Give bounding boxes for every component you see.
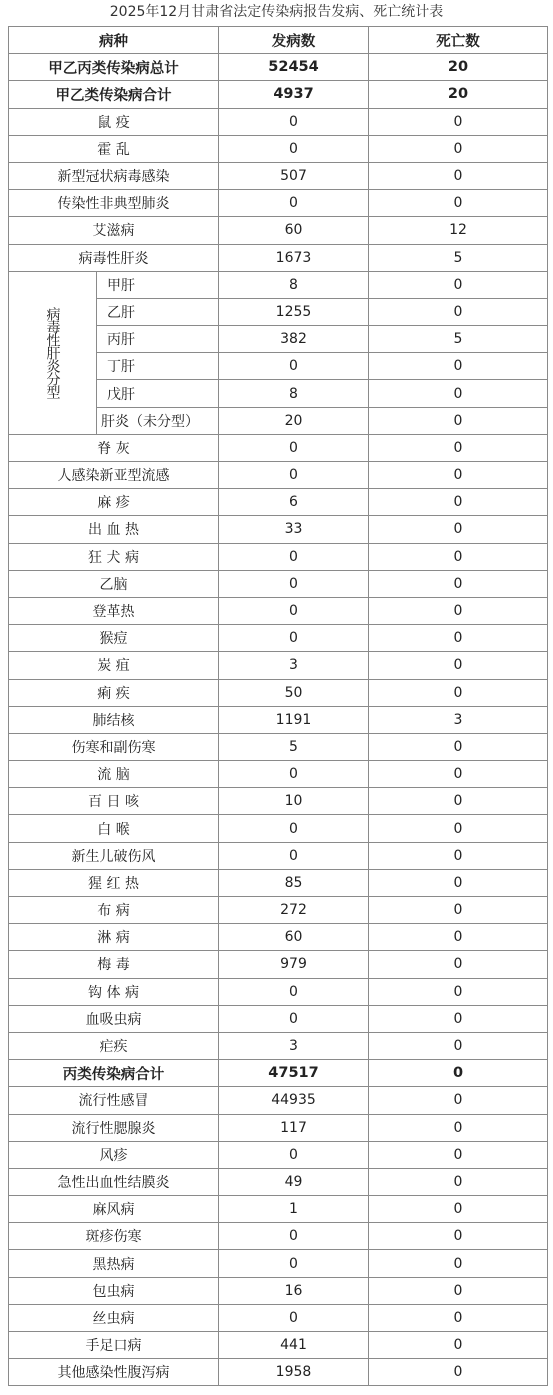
- table-row: [9, 516, 548, 543]
- header-disease: 病种: [9, 27, 219, 54]
- deaths-cell: 0: [369, 1141, 548, 1168]
- subtype-name-cell: 丙肝: [97, 326, 219, 353]
- disease-name-cell: 血吸虫病: [9, 1005, 219, 1032]
- cases-cell: 0: [219, 570, 369, 597]
- cases-cell: 0: [219, 1304, 369, 1331]
- disease-name-cell: 新生儿破伤风: [9, 842, 219, 869]
- cases-cell: 272: [219, 897, 369, 924]
- deaths-cell: 20: [369, 54, 548, 81]
- disease-name-cell: 痢 疾: [9, 679, 219, 706]
- cases-cell: 6: [219, 489, 369, 516]
- disease-name-cell: 猩 红 热: [9, 869, 219, 896]
- cases-cell: 50: [219, 679, 369, 706]
- disease-name-cell: 麻风病: [9, 1196, 219, 1223]
- disease-name-cell: 乙脑: [9, 570, 219, 597]
- disease-name-cell: 艾滋病: [9, 217, 219, 244]
- hepatitis-subtype-row: [9, 271, 548, 298]
- cases-cell: 85: [219, 869, 369, 896]
- cases-cell: 5: [219, 733, 369, 760]
- cases-cell: 33: [219, 516, 369, 543]
- deaths-cell: 20: [369, 81, 548, 108]
- table-row: [9, 1168, 548, 1195]
- deaths-cell: 0: [369, 1223, 548, 1250]
- deaths-cell: 0: [369, 788, 548, 815]
- table-row: [9, 652, 548, 679]
- cases-cell: 1191: [219, 706, 369, 733]
- table-row: [9, 217, 548, 244]
- deaths-cell: 0: [369, 1359, 548, 1386]
- table-row: [9, 1277, 548, 1304]
- cases-cell: 49: [219, 1168, 369, 1195]
- cases-cell: 60: [219, 217, 369, 244]
- disease-name-cell: 新型冠状病毒感染: [9, 162, 219, 189]
- deaths-cell: 0: [369, 1168, 548, 1195]
- table-row: [9, 679, 548, 706]
- cases-cell: 0: [219, 1223, 369, 1250]
- table-row: [9, 543, 548, 570]
- table-row: [9, 1087, 548, 1114]
- table-row: [9, 761, 548, 788]
- table-row: [9, 788, 548, 815]
- deaths-cell: 0: [369, 298, 548, 325]
- table-row: [9, 869, 548, 896]
- table-row: [9, 1060, 548, 1087]
- deaths-cell: 0: [369, 162, 548, 189]
- disease-name-cell: 出 血 热: [9, 516, 219, 543]
- cases-cell: 117: [219, 1114, 369, 1141]
- cases-cell: 44935: [219, 1087, 369, 1114]
- disease-name-cell: 钩 体 病: [9, 978, 219, 1005]
- disease-name-cell: 流 脑: [9, 761, 219, 788]
- table-row: [9, 1196, 548, 1223]
- deaths-cell: 0: [369, 978, 548, 1005]
- disease-name-cell: 丙类传染病合计: [9, 1060, 219, 1087]
- deaths-cell: 0: [369, 924, 548, 951]
- table-row: [9, 897, 548, 924]
- cases-cell: 10: [219, 788, 369, 815]
- cases-cell: 16: [219, 1277, 369, 1304]
- cases-cell: 1255: [219, 298, 369, 325]
- hepatitis-group-label: 病毒性肝炎分型: [9, 271, 97, 434]
- cases-cell: 8: [219, 271, 369, 298]
- deaths-cell: 3: [369, 706, 548, 733]
- disease-name-cell: 流行性感冒: [9, 1087, 219, 1114]
- cases-cell: 3: [219, 652, 369, 679]
- disease-name-cell: 脊 灰: [9, 434, 219, 461]
- cases-cell: 0: [219, 462, 369, 489]
- subtype-name-cell: 丁肝: [97, 353, 219, 380]
- subtype-name-cell: 肝炎（未分型）: [97, 407, 219, 434]
- deaths-cell: 0: [369, 1277, 548, 1304]
- table-row: [9, 135, 548, 162]
- header-row: [9, 27, 548, 54]
- table-row: [9, 190, 548, 217]
- disease-name-cell: 黑热病: [9, 1250, 219, 1277]
- disease-name-cell: 丝虫病: [9, 1304, 219, 1331]
- header-deaths: 死亡数: [369, 27, 548, 54]
- disease-name-cell: 霍 乱: [9, 135, 219, 162]
- disease-name-cell: 传染性非典型肺炎: [9, 190, 219, 217]
- deaths-cell: 0: [369, 190, 548, 217]
- table-row: [9, 108, 548, 135]
- table-row: [9, 81, 548, 108]
- deaths-cell: 0: [369, 353, 548, 380]
- table-row: [9, 1032, 548, 1059]
- deaths-cell: 0: [369, 1060, 548, 1087]
- disease-name-cell: 疟疾: [9, 1032, 219, 1059]
- cases-cell: 1958: [219, 1359, 369, 1386]
- page-title: 2025年12月甘肃省法定传染病报告发病、死亡统计表: [109, 4, 444, 20]
- table-row: [9, 244, 548, 271]
- cases-cell: 0: [219, 1250, 369, 1277]
- table-row: [9, 924, 548, 951]
- disease-name-cell: 甲乙类传染病合计: [9, 81, 219, 108]
- disease-name-cell: 梅 毒: [9, 951, 219, 978]
- disease-name-cell: 病毒性肝炎: [9, 244, 219, 271]
- table-row: [9, 1114, 548, 1141]
- cases-cell: 0: [219, 842, 369, 869]
- deaths-cell: 0: [369, 1196, 548, 1223]
- disease-name-cell: 狂 犬 病: [9, 543, 219, 570]
- disease-name-cell: 炭 疽: [9, 652, 219, 679]
- cases-cell: 0: [219, 815, 369, 842]
- disease-name-cell: 麻 疹: [9, 489, 219, 516]
- deaths-cell: 0: [369, 815, 548, 842]
- cases-cell: 1: [219, 1196, 369, 1223]
- table-row: [9, 951, 548, 978]
- deaths-cell: 0: [369, 951, 548, 978]
- cases-cell: 52454: [219, 54, 369, 81]
- deaths-cell: 0: [369, 489, 548, 516]
- disease-name-cell: 鼠 疫: [9, 108, 219, 135]
- deaths-cell: 0: [369, 1250, 548, 1277]
- deaths-cell: 0: [369, 380, 548, 407]
- deaths-cell: 0: [369, 271, 548, 298]
- disease-name-cell: 风疹: [9, 1141, 219, 1168]
- disease-name-cell: 伤寒和副伤寒: [9, 733, 219, 760]
- cases-cell: 0: [219, 1141, 369, 1168]
- deaths-cell: 0: [369, 1332, 548, 1359]
- cases-cell: 0: [219, 978, 369, 1005]
- deaths-cell: 5: [369, 244, 548, 271]
- deaths-cell: 0: [369, 733, 548, 760]
- deaths-cell: 0: [369, 897, 548, 924]
- table-row: [9, 54, 548, 81]
- deaths-cell: 0: [369, 108, 548, 135]
- deaths-cell: 0: [369, 434, 548, 461]
- cases-cell: 507: [219, 162, 369, 189]
- header-cases: 发病数: [219, 27, 369, 54]
- cases-cell: 0: [219, 353, 369, 380]
- deaths-cell: 0: [369, 597, 548, 624]
- table-row: [9, 489, 548, 516]
- deaths-cell: 0: [369, 570, 548, 597]
- deaths-cell: 0: [369, 543, 548, 570]
- deaths-cell: 0: [369, 652, 548, 679]
- disease-name-cell: 斑疹伤寒: [9, 1223, 219, 1250]
- table-row: [9, 1005, 548, 1032]
- deaths-cell: 0: [369, 1114, 548, 1141]
- cases-cell: 0: [219, 108, 369, 135]
- deaths-cell: 0: [369, 842, 548, 869]
- disease-name-cell: 其他感染性腹泻病: [9, 1359, 219, 1386]
- cases-cell: 3: [219, 1032, 369, 1059]
- cases-cell: 0: [219, 597, 369, 624]
- table-row: [9, 162, 548, 189]
- table-row: [9, 570, 548, 597]
- deaths-cell: 0: [369, 1005, 548, 1032]
- cases-cell: 8: [219, 380, 369, 407]
- disease-name-cell: 白 喉: [9, 815, 219, 842]
- disease-name-cell: 包虫病: [9, 1277, 219, 1304]
- deaths-cell: 0: [369, 135, 548, 162]
- deaths-cell: 0: [369, 625, 548, 652]
- table-row: [9, 434, 548, 461]
- deaths-cell: 0: [369, 1304, 548, 1331]
- cases-cell: 441: [219, 1332, 369, 1359]
- table-row: [9, 1141, 548, 1168]
- cases-cell: 20: [219, 407, 369, 434]
- table-row: [9, 733, 548, 760]
- cases-cell: 979: [219, 951, 369, 978]
- deaths-cell: 0: [369, 679, 548, 706]
- deaths-cell: 0: [369, 761, 548, 788]
- disease-name-cell: 肺结核: [9, 706, 219, 733]
- disease-statistics-table: [8, 26, 548, 1386]
- disease-name-cell: 急性出血性结膜炎: [9, 1168, 219, 1195]
- table-row: [9, 1332, 548, 1359]
- cases-cell: 0: [219, 434, 369, 461]
- table-row: [9, 706, 548, 733]
- table-body: [9, 27, 548, 1386]
- disease-name-cell: 流行性腮腺炎: [9, 1114, 219, 1141]
- deaths-cell: 0: [369, 407, 548, 434]
- cases-cell: 4937: [219, 81, 369, 108]
- table-row: [9, 842, 548, 869]
- subtype-name-cell: 甲肝: [97, 271, 219, 298]
- disease-name-cell: 人感染新亚型流感: [9, 462, 219, 489]
- disease-name-cell: 猴痘: [9, 625, 219, 652]
- disease-name-cell: 布 病: [9, 897, 219, 924]
- table-row: [9, 978, 548, 1005]
- cases-cell: 47517: [219, 1060, 369, 1087]
- cases-cell: 1673: [219, 244, 369, 271]
- deaths-cell: 5: [369, 326, 548, 353]
- table-row: [9, 1359, 548, 1386]
- disease-name-cell: 甲乙丙类传染病总计: [9, 54, 219, 81]
- cases-cell: 60: [219, 924, 369, 951]
- cases-cell: 0: [219, 1005, 369, 1032]
- disease-name-cell: 百 日 咳: [9, 788, 219, 815]
- deaths-cell: 0: [369, 516, 548, 543]
- table-row: [9, 1223, 548, 1250]
- deaths-cell: 0: [369, 462, 548, 489]
- table-row: [9, 1304, 548, 1331]
- deaths-cell: 0: [369, 1087, 548, 1114]
- disease-name-cell: 手足口病: [9, 1332, 219, 1359]
- cases-cell: 0: [219, 543, 369, 570]
- cases-cell: 0: [219, 135, 369, 162]
- cases-cell: 0: [219, 761, 369, 788]
- table-row: [9, 815, 548, 842]
- deaths-cell: 12: [369, 217, 548, 244]
- cases-cell: 0: [219, 625, 369, 652]
- cases-cell: 382: [219, 326, 369, 353]
- table-row: [9, 462, 548, 489]
- disease-name-cell: 淋 病: [9, 924, 219, 951]
- deaths-cell: 0: [369, 869, 548, 896]
- disease-name-cell: 登革热: [9, 597, 219, 624]
- cases-cell: 0: [219, 190, 369, 217]
- subtype-name-cell: 乙肝: [97, 298, 219, 325]
- subtype-name-cell: 戊肝: [97, 380, 219, 407]
- table-row: [9, 625, 548, 652]
- deaths-cell: 0: [369, 1032, 548, 1059]
- table-row: [9, 597, 548, 624]
- table-row: [9, 1250, 548, 1277]
